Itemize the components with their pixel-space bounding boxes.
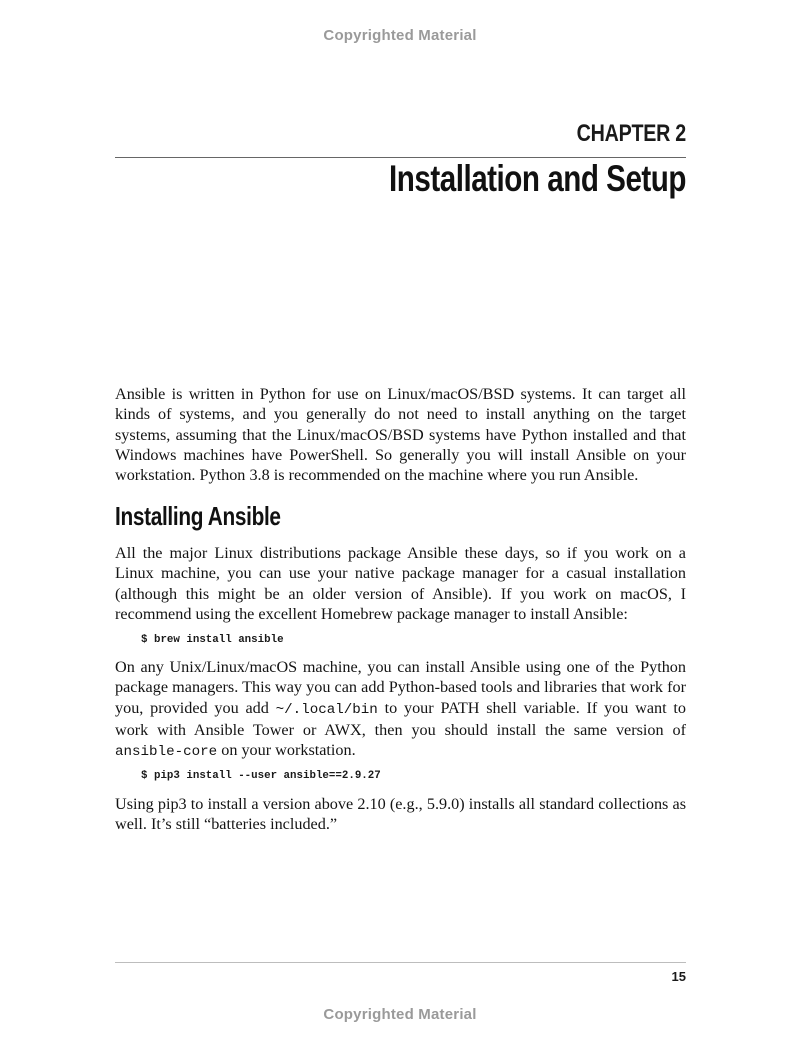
paragraph-pip-section [115,657,686,762]
copyright-watermark-bottom: Copyrighted Material [323,1006,477,1023]
intro-section [115,384,686,485]
paragraph-python-package-managers [115,657,686,762]
code-brew-install: $ brew install ansible [141,634,284,646]
code-pip3-install: $ pip3 install --user ansible==2.9.27 [141,770,381,782]
paragraph-batteries-section [115,794,686,835]
chapter-title: Installation and Setup [389,158,686,199]
text-part-3: on your workstation. [217,741,356,760]
copyright-watermark-top: Copyrighted Material [323,27,477,44]
page-number: 15 [671,969,686,984]
paragraph-package-managers [115,543,686,624]
intro-paragraph: Ansible is written in Python for use on Linux/macOS/BSD systems. It can target all kinds of systems, and you generally do not need to install anything on the target systems, assuming that the Linux/macOS/BSD systems have Python installed and that Windows machines have PowerShell. So generally you will install Ansible on your workstation. Python 3.8 is recommended on the machine where you run Ansible. [115,385,686,485]
inline-code-local-bin: ~/.local/bin [275,701,378,718]
section-heading: Installing Ansible [115,501,281,531]
footer-divider [115,962,686,963]
text-part-2: to your PATH shell variable. If you want to work with Ansible Tower or AWX, then you should install the same version of [115,698,686,739]
chapter-label: CHAPTER 2 [576,120,686,147]
text-part-1: On any Unix/Linux/macOS machine, you can install Ansible using one of the Python package managers. This way you can add Python-based tools and libraries that work for you, provided you add [115,658,686,717]
paragraph-batteries-included: Using pip3 to install a version above 2.10 (e.g., 5.9.0) installs all standard collections as well. It’s still “batteries included.” [115,795,686,834]
inline-code-ansible-core: ansible-core [115,744,218,761]
paragraph-linux-distributions: All the major Linux distributions package Ansible these days, so if you work on a Linux machine, you can use your native package manager for a casual installation (although this might be an older version of Ansible). If you work on macOS, I recommend using the excellent Homebrew package manager to install Ansible: [115,544,686,623]
